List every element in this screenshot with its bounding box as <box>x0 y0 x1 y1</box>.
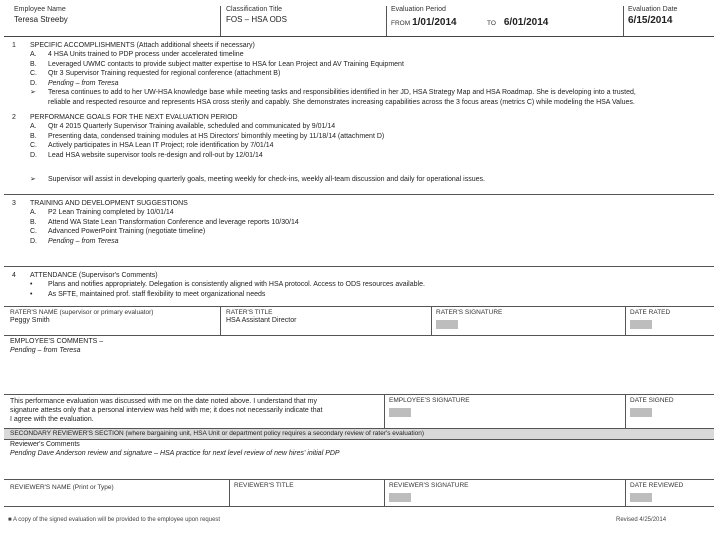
section3-item-marker: D. <box>30 237 37 245</box>
arrow-bullet-icon: ➢ <box>30 176 36 183</box>
section2-item-text: Actively participates in HSA Lean IT Project; role identification by 7/01/14 <box>48 142 274 149</box>
section3-item-text: Advanced PowerPoint Training (negotiate timeline) <box>48 228 206 235</box>
date-signed-label: DATE SIGNED <box>630 397 674 404</box>
evaluation-date-value: 6/15/2014 <box>628 14 673 26</box>
section1-item-marker: A. <box>30 51 37 58</box>
evaluation-date-label: Evaluation Date <box>628 6 678 13</box>
section3-item-marker: C. <box>30 228 37 235</box>
section2-item-marker: D. <box>30 151 37 159</box>
section1-title: SPECIFIC ACCOMPLISHMENTS (Attach additional sheets if necessary) <box>30 42 255 49</box>
section4-title: ATTENDANCE (Supervisor's Comments) <box>30 272 158 279</box>
section1-item <box>30 70 280 79</box>
section2-title: PERFORMANCE GOALS FOR THE NEXT EVALUATION PERIOD <box>30 114 238 121</box>
employee-signature-field[interactable] <box>389 408 411 417</box>
section2-item-text: Qtr 4 2015 Quarterly Supervisor Training available, scheduled and communicated by 9/01/14 <box>48 123 336 130</box>
section3-item-marker: B. <box>30 218 37 226</box>
employee-signature-label: EMPLOYEE'S SIGNATURE <box>389 397 470 404</box>
acknowledgement-line-3: I agree with the evaluation. <box>10 415 94 423</box>
section4-item <box>30 291 265 300</box>
employee-name-value: Teresa Streeby <box>14 14 68 24</box>
section1-item-text: Qtr 3 Supervisor Training requested for regional conference (attachment B) <box>48 70 281 77</box>
footer-revised: Revised 4/25/2014 <box>616 517 667 523</box>
section2-item <box>30 123 335 132</box>
evaluation-date-cell <box>628 6 714 36</box>
rater-signature-field[interactable] <box>436 320 458 329</box>
employee-name-cell <box>14 6 214 36</box>
section1-item <box>30 51 244 60</box>
acknowledgement-row <box>4 395 714 428</box>
evaluation-period-cell <box>391 6 621 36</box>
section1-item-marker: D. <box>30 79 37 87</box>
section2-item <box>30 142 274 151</box>
section3-item <box>30 238 119 247</box>
section1-item <box>30 80 119 89</box>
section1-item <box>30 89 636 98</box>
section1-item <box>30 99 635 108</box>
section2-item-marker: C. <box>30 142 37 149</box>
to-value: 6/01/2014 <box>503 17 549 28</box>
to-label: TO <box>487 20 496 27</box>
secondary-reviewer-header <box>4 428 714 440</box>
employee-comments-value: Pending – from Teresa <box>10 346 81 354</box>
date-rated-label: DATE RATED <box>630 309 671 316</box>
rater-name-label: RATER'S NAME (supervisor or primary evaluator) <box>10 309 154 316</box>
rater-signature-label: RATER'S SIGNATURE <box>436 309 503 316</box>
header-row <box>4 6 714 37</box>
employee-comments <box>10 338 103 356</box>
date-reviewed-label: DATE REVIEWED <box>630 482 684 489</box>
classification-label: Classification Title <box>226 6 283 13</box>
section2-item <box>30 152 263 161</box>
reviewer-comments-label: Reviewer's Comments <box>10 441 80 448</box>
section1-item-text: reliable and respected resource and represents HSA cross sterily and capably. She demonstrates increasing capabilities across the 3 focus areas (metrics C) while modeling the HSA Values. <box>48 98 635 106</box>
from-value: 1/01/2014 <box>412 17 457 28</box>
section3-item-text: Pending – from Teresa <box>48 237 119 245</box>
section1-item-marker: B. <box>30 60 37 68</box>
section4-item-marker: • <box>30 291 33 298</box>
section1-item-text: Pending – from Teresa <box>48 79 119 87</box>
reviewer-signature-field[interactable] <box>389 493 411 502</box>
reviewer-title-label: REVIEWER'S TITLE <box>234 482 294 489</box>
section2-item-text: Presenting data, condensed training modules at HS Directors' bimonthly meeting by 11/18/14 (attachment D) <box>48 132 385 140</box>
rater-name-value: Peggy Smith <box>10 317 50 325</box>
employee-comments-label: EMPLOYEE'S COMMENTS – <box>10 338 104 345</box>
reviewer-comments-value: Pending Dave Anderson review and signature – HSA practice for next level review of new hires' initial PDP <box>10 449 340 457</box>
section1-item-text: 4 HSA Units trained to PDP process under accelerated timeline <box>48 51 244 58</box>
reviewer-signature-label: REVIEWER'S SIGNATURE <box>389 482 469 489</box>
from-label: FROM <box>391 20 411 27</box>
rater-row <box>4 307 714 335</box>
section2-number: 2 <box>12 114 16 121</box>
section3-item-marker: A. <box>30 209 37 216</box>
section4-number: 4 <box>12 272 16 279</box>
section4-item-text: As SFTE, maintained prof. staff flexibility to meet organizational needs <box>48 291 266 298</box>
section1-item-marker: C. <box>30 70 37 77</box>
evaluation-period-label: Evaluation Period <box>391 6 446 13</box>
classification-value: FOS – HSA ODS <box>226 14 287 24</box>
reviewer-comments <box>10 441 340 459</box>
evaluation-form <box>4 4 714 536</box>
rater-title-label: RATER'S TITLE <box>226 309 273 316</box>
section2-item-marker: B. <box>30 132 37 140</box>
date-signed-field[interactable] <box>630 408 652 417</box>
section3-item-text: Attend WA State Lean Transformation Conference and leverage reports 10/30/14 <box>48 218 299 226</box>
section2-item-text: Lead HSA website supervisor tools re-design and roll-out by 12/01/14 <box>48 151 263 159</box>
section1-item-text: Leveraged UWMC contacts to provide subject matter expertise to HSA for Lean Project and AV Training Equipment <box>48 60 404 68</box>
acknowledgement-line-1: This performance evaluation was discussed with me on the date noted above. I understand that my <box>10 398 318 405</box>
date-rated-field[interactable] <box>630 320 652 329</box>
rater-title-value: HSA Assistant Director <box>226 317 297 325</box>
section4-item-text: Plans and notifies appropriately. Delegation is consistently aligned with HSA protocol. Access to ODS resources available. <box>48 281 425 288</box>
section2-item-marker: A. <box>30 123 37 130</box>
section2-note-text: Supervisor will assist in developing quarterly goals, meeting weekly for check-ins, weekly all-team discussion and daily for operational issues. <box>48 176 485 183</box>
section2-item <box>30 133 384 142</box>
reviewer-row <box>4 480 714 506</box>
section1-item-text: Teresa continues to add to her UW-HSA knowledge base while meeting tasks and responsibilities identified in her JD, HSA Strategy Map and HSA Roadmap. She is developing into a trusted, <box>48 89 636 96</box>
acknowledgement-line-2: signature attests only that a personal interview was held with me; it does not necessarily indicate that <box>10 406 323 414</box>
section2-note <box>30 176 485 185</box>
section3-item <box>30 209 174 218</box>
acknowledgement-text <box>10 398 380 424</box>
section3-item <box>30 228 205 237</box>
reviewer-name-label: REVIEWER'S NAME (Print or Type) <box>10 484 114 491</box>
section3-title: TRAINING AND DEVELOPMENT SUGGESTIONS <box>30 200 188 207</box>
section4-item-marker: • <box>30 281 33 288</box>
section1-item-marker: ➢ <box>30 89 36 96</box>
section1-number: 1 <box>12 42 16 49</box>
section1-item <box>30 61 404 70</box>
footer-note: ■ A copy of the signed evaluation will be provided to the employee upon request <box>8 517 221 523</box>
section3-item-text: P2 Lean Training completed by 10/01/14 <box>48 209 174 216</box>
section3-number: 3 <box>12 200 16 207</box>
employee-name-label: Employee Name <box>14 6 66 13</box>
secondary-reviewer-title: SECONDARY REVIEWER'S SECTION (where bargaining unit, HSA Unit or department policy requires a secondary review of rater's evaluation) <box>10 430 425 437</box>
classification-cell <box>226 6 376 36</box>
section3-item <box>30 219 299 228</box>
date-reviewed-field[interactable] <box>630 493 652 502</box>
section4-item <box>30 281 425 290</box>
